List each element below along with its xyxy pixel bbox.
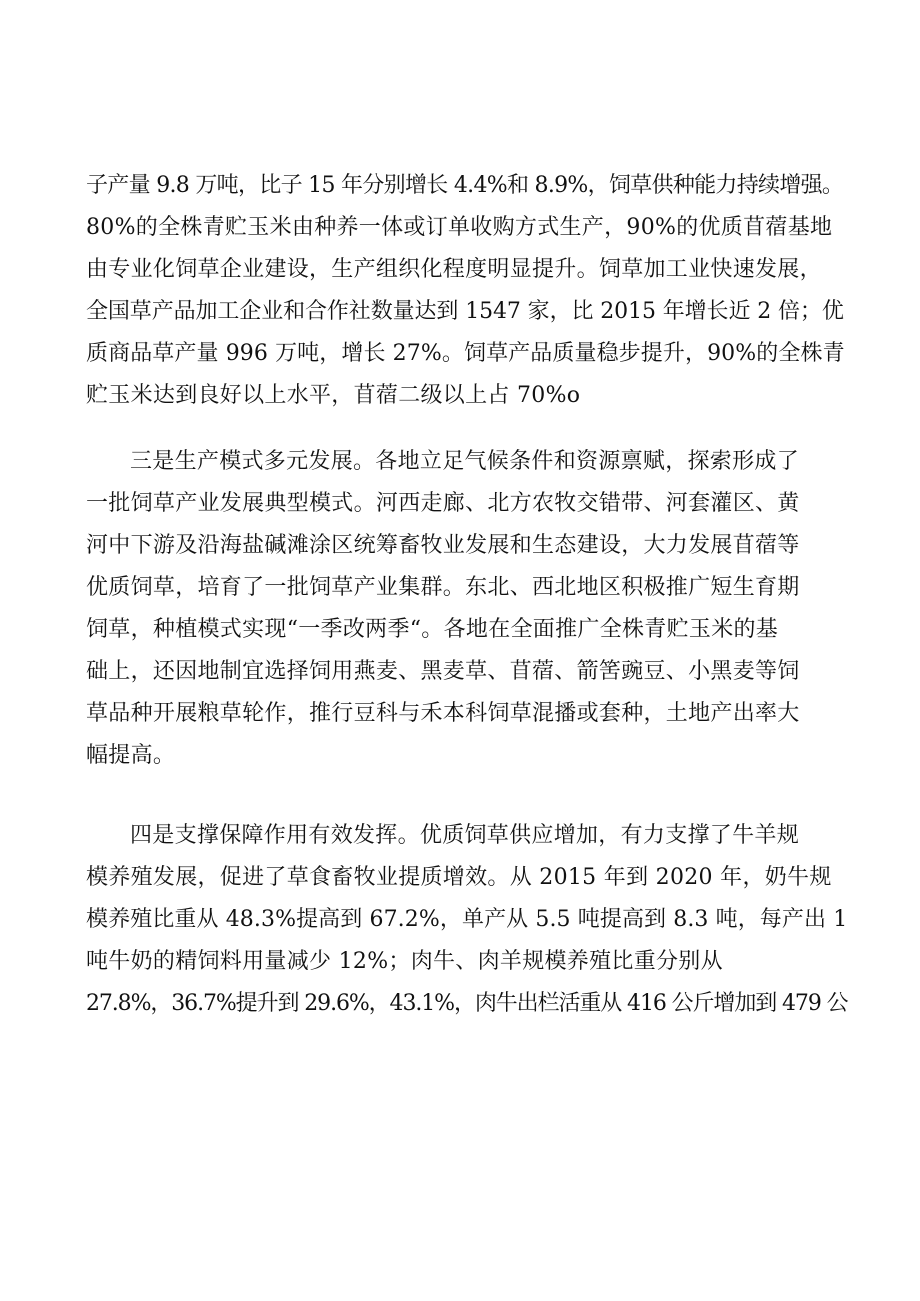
text-line: 草品种开展粮草轮作，推行豆科与禾本科饲草混播或套种，土地产出率大: [86, 701, 800, 726]
text-line: 一批饲草产业发展典型模式。河西走廊、北方农牧交错带、河套灌区、黄: [86, 491, 800, 516]
text-line: 80%的全株青贮玉米由种养一体或订单收购方式生产，90%的优质苜蓿基地: [86, 215, 833, 240]
text-line: 四是支撑保障作用有效发挥。优质饲草供应增加，有力支撑了牛羊规: [130, 823, 800, 848]
text-line: 质商品草产量 996 万吨，增长 27%。饲草产品质量稳步提升，90%的全株青: [86, 341, 845, 366]
text-line: 饲草，种植模式实现“一季改两季“。各地在全面推广全株青贮玉米的基: [86, 617, 779, 642]
text-line: 幅提高。: [86, 743, 176, 768]
text-line: 河中下游及沿海盐碱滩涂区统筹畜牧业发展和生态建设，大力发展苜蓿等: [86, 533, 800, 558]
text-line: 贮玉米达到良好以上水平，苜蓿二级以上占 70%o: [86, 383, 581, 408]
text-line: 由专业化饲草企业建设，生产组织化程度明显提升。饲草加工业快速发展，: [86, 257, 822, 282]
text-line: 全国草产品加工企业和合作社数量达到 1547 家，比 2015 年增长近 2 倍；优: [86, 299, 844, 324]
text-line: 模养殖发展，促进了草食畜牧业提质增效。从 2015 年到 2020 年，奶牛规: [86, 865, 832, 890]
text-line: 三是生产模式多元发展。各地立足气候条件和资源禀赋，探索形成了: [130, 449, 800, 474]
text-line: 优质饲草，培育了一批饲草产业集群。东北、西北地区积极推广短生育期: [86, 575, 800, 600]
text-line: 27.8%，36.7%提升到 29.6%，43.1%，肉牛出栏活重从 416 公斤增加到 479 公: [86, 991, 848, 1016]
text-line: 模养殖比重从 48.3%提高到 67.2%，单产从 5.5 吨提高到 8.3 吨，每产出 1: [86, 907, 848, 932]
text-line: 础上，还因地制宜选择饲用燕麦、黑麦草、苜蓿、箭筈豌豆、小黑麦等饲: [86, 659, 800, 684]
text-line: 子产量 9.8 万吨，比子 15 年分别增长 4.4%和 8.9%，饲草供种能力持续增强。: [86, 173, 844, 198]
text-line: 吨牛奶的精饲料用量减少 12%；肉牛、肉羊规模养殖比重分别从: [86, 949, 723, 974]
